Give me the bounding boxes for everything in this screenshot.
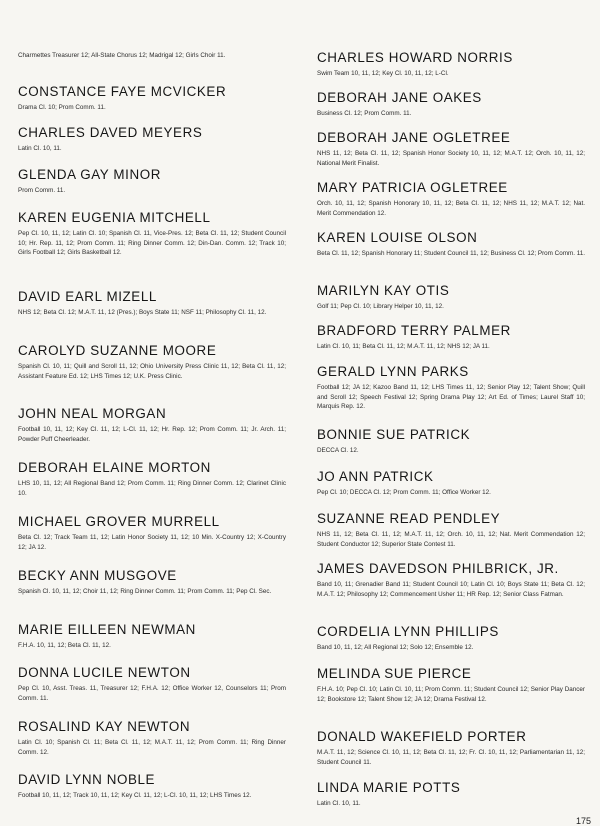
entry-name: BONNIE SUE PATRICK [317, 427, 471, 442]
entry-activities: Football 10, 11, 12; Key Cl. 11, 12; L-Cl. 11, 12; Hr. Rep. 12; Prom Comm. 11; Jr. Arch. 11; Powder Puff Cheerleader. [18, 426, 286, 443]
entry-name: DAVID EARL MIZELL [18, 289, 157, 304]
entry-name: ROSALIND KAY NEWTON [18, 719, 191, 734]
senior-entry [18, 514, 286, 552]
senior-entry [317, 50, 585, 79]
senior-entry [317, 90, 585, 119]
entry-name: DEBORAH JANE OAKES [317, 90, 482, 105]
entry-name: CHARLES DAVED MEYERS [18, 125, 203, 140]
entry-name: DONALD WAKEFIELD PORTER [317, 729, 527, 744]
entry-name: BRADFORD TERRY PALMER [317, 323, 511, 338]
senior-entry [317, 427, 585, 456]
entry-activities: NHS 11, 12; Beta Cl. 11, 12; M.A.T. 11, 12; Orch. 10, 11, 12; Nat. Merit Commendation 12; Student Conductor 12; Superior State Contest 11. [317, 531, 585, 548]
entry-name: MARY PATRICIA OGLETREE [317, 180, 508, 195]
entry-activities: Drama Cl. 10; Prom Comm. 11. [18, 104, 106, 111]
senior-entry [317, 283, 585, 312]
entry-activities: LHS 10, 11, 12; All Regional Band 12; Prom Comm. 11; Ring Dinner Comm. 12; Clarinet Clinic 10. [18, 480, 286, 497]
entry-name: KAREN LOUISE OLSON [317, 230, 478, 245]
senior-entry [317, 666, 585, 704]
entry-name: MELINDA SUE PIERCE [317, 666, 472, 681]
entry-name: BECKY ANN MUSGOVE [18, 568, 177, 583]
senior-entry [18, 84, 286, 113]
entry-activities: Business Cl. 12; Prom Comm. 11. [317, 110, 412, 117]
entry-name: JAMES DAVEDSON PHILBRICK, JR. [317, 561, 559, 576]
entry-activities: M.A.T. 11, 12; Science Cl. 10, 11, 12; Beta Cl. 11, 12; Fr. Cl. 10, 11, 12; Parliamentarian 11, 12; Student Council 11. [317, 749, 585, 766]
entry-activities: Pep Cl. 10, Asst. Treas. 11, Treasurer 12; F.H.A. 12; Office Worker 12, Counselors 11; Prom Comm. 11. [18, 685, 286, 702]
senior-entry [317, 729, 585, 767]
entry-activities: Football 12; JA 12; Kazoo Band 11, 12; LHS Times 11, 12; Senior Play 12; Talent Show; Quill and Scroll 12; Speech Festival 12; Spring Drama Play 12; Art Ed. of Times; Laurel Staff 10; Marquis Rep. 12. [317, 384, 585, 411]
senior-entry [18, 665, 286, 703]
senior-entry [317, 130, 585, 168]
entry-activities: Prom Comm. 11. [18, 187, 66, 194]
entry-name: MARILYN KAY OTIS [317, 283, 450, 298]
senior-entry [317, 780, 585, 809]
senior-entry [18, 289, 286, 318]
entry-name: LINDA MARIE POTTS [317, 780, 461, 795]
entry-activities: Beta Cl. 11, 12; Spanish Honorary 11; Student Council 11, 12; Business Cl. 12; Prom Comm. 11. [317, 250, 585, 257]
entry-activities: Latin Cl. 10, 11. [18, 145, 62, 152]
entry-name: SUZANNE READ PENDLEY [317, 511, 501, 526]
senior-entry [18, 406, 286, 444]
entry-name: MARIE EILLEEN NEWMAN [18, 622, 196, 637]
senior-entry [317, 624, 585, 653]
senior-entry [18, 772, 286, 801]
entry-name: GERALD LYNN PARKS [317, 364, 469, 379]
continued-entry [18, 51, 286, 61]
senior-entry [317, 364, 585, 412]
entry-activities: Latin Cl. 10, 11; Beta Cl. 11, 12; M.A.T. 11, 12; NHS 12; JA 11. [317, 343, 490, 350]
entry-activities: Golf 11; Pep Cl. 10; Library Helper 10, 11, 12. [317, 303, 444, 310]
entry-name: CONSTANCE FAYE MCVICKER [18, 84, 227, 99]
senior-entry [317, 469, 585, 498]
entry-activities: Orch. 10, 11, 12; Spanish Honorary 10, 11, 12; Beta Cl. 11, 12; NHS 11, 12; M.A.T. 12; Nat. Merit Commendation 12. [317, 200, 585, 217]
senior-entry [317, 180, 585, 218]
entry-activities: Charmettes Treasurer 12; All-State Chorus 12; Madrigal 12; Girls Choir 11. [18, 52, 226, 59]
entry-activities: Pep Cl. 10; DECCA Cl. 12; Prom Comm. 11; Office Worker 12. [317, 489, 491, 496]
entry-activities: NHS 11, 12; Beta Cl. 11, 12; Spanish Honor Society 10, 11, 12; M.A.T. 12; Orch. 10, 11, 12; National Merit Finalist. [317, 150, 585, 167]
entry-activities: DECCA Cl. 12. [317, 447, 359, 454]
entry-activities: F.H.A. 10, 11, 12; Beta Cl. 11, 12. [18, 642, 111, 649]
page-number: 175 [576, 816, 592, 826]
senior-entry [18, 125, 286, 154]
senior-entry [18, 343, 286, 381]
entry-name: DEBORAH ELAINE MORTON [18, 460, 211, 475]
entry-name: MICHAEL GROVER MURRELL [18, 514, 220, 529]
entry-activities: Spanish Cl. 10, 11; Quill and Scroll 11, 12; Ohio University Press Clinic 11, 12; Beta Cl. 11, 12; Assistant Feature Ed. 12; LHS Times 12; U.K. Press Clinic. [18, 363, 286, 380]
entry-activities: Latin Cl. 10, 11. [317, 800, 361, 807]
entry-name: DONNA LUCILE NEWTON [18, 665, 191, 680]
senior-entry [18, 719, 286, 757]
entry-activities: NHS 12; Beta Cl. 12; M.A.T. 11, 12 (Pres.); Boys State 11; NSF 11; Philosophy Cl. 11, 12. [18, 309, 267, 316]
senior-entry [18, 210, 286, 258]
entry-activities: Swim Team 10, 11, 12; Key Cl. 10, 11, 12; L-Cl. [317, 70, 449, 77]
senior-entry [18, 460, 286, 498]
entry-name: CAROLYD SUZANNE MOORE [18, 343, 217, 358]
senior-entry [18, 167, 286, 196]
entry-name: CORDELIA LYNN PHILLIPS [317, 624, 499, 639]
senior-entry [317, 561, 585, 599]
entry-activities: Football 10, 11, 12; Track 10, 11, 12; Key Cl. 11, 12; L-Cl. 10, 11, 12; LHS Times 12. [18, 792, 252, 799]
entry-activities: F.H.A. 10; Pep Cl. 10; Latin Cl. 10, 11; Prom Comm. 11; Student Council 12; Senior Play Dancer 12; Bookstore 12; Talent Show 12; JA 12; Drama Festival 12. [317, 686, 585, 703]
entry-activities: Beta Cl. 12; Track Team 11, 12; Latin Honor Society 11, 12; 10 Min. X-Country 12; X-Country 12; JA 12. [18, 534, 286, 551]
entry-name: GLENDA GAY MINOR [18, 167, 162, 182]
entry-activities: Pep Cl. 10, 11, 12; Latin Cl. 10; Spanish Cl. 11, Vice-Pres. 12; Beta Cl. 11, 12; Student Council 10; Hr. Rep. 11, 12; Prom Comm. 11; Ring Dinner Comm. 12; Din-Dan. Comm. 12; Track 10; Girls Football 12; Girls Basketball 12. [18, 230, 286, 257]
entry-activities: Spanish Cl. 10, 11, 12; Choir 11, 12; Ring Dinner Comm. 11; Prom Comm. 11; Pep Cl. Sec. [18, 588, 272, 595]
entry-activities: Latin Cl. 10; Spanish Cl. 11; Beta Cl. 11, 12; M.A.T. 11, 12; Prom Comm. 11; Ring Dinner Comm. 12. [18, 739, 286, 756]
entry-activities: Band 10, 11; Grenadier Band 11; Student Council 10; Latin Cl. 10; Boys State 11; Beta Cl. 12; M.A.T. 12; Philosophy 12; Commencement Usher 11; HR Rep. 12; Senior Class Fatman. [317, 581, 585, 598]
senior-entry [317, 323, 585, 352]
entry-name: JO ANN PATRICK [317, 469, 434, 484]
entry-name: DAVID LYNN NOBLE [18, 772, 156, 787]
entry-name: CHARLES HOWARD NORRIS [317, 50, 513, 65]
senior-entry [317, 511, 585, 549]
entry-name: KAREN EUGENIA MITCHELL [18, 210, 211, 225]
entry-activities: Band 10, 11, 12; All Regional 12; Solo 12; Ensemble 12. [317, 644, 474, 651]
senior-entry [18, 568, 286, 597]
entry-name: JOHN NEAL MORGAN [18, 406, 167, 421]
entry-name: DEBORAH JANE OGLETREE [317, 130, 511, 145]
senior-entry [317, 230, 585, 259]
senior-entry [18, 622, 286, 651]
